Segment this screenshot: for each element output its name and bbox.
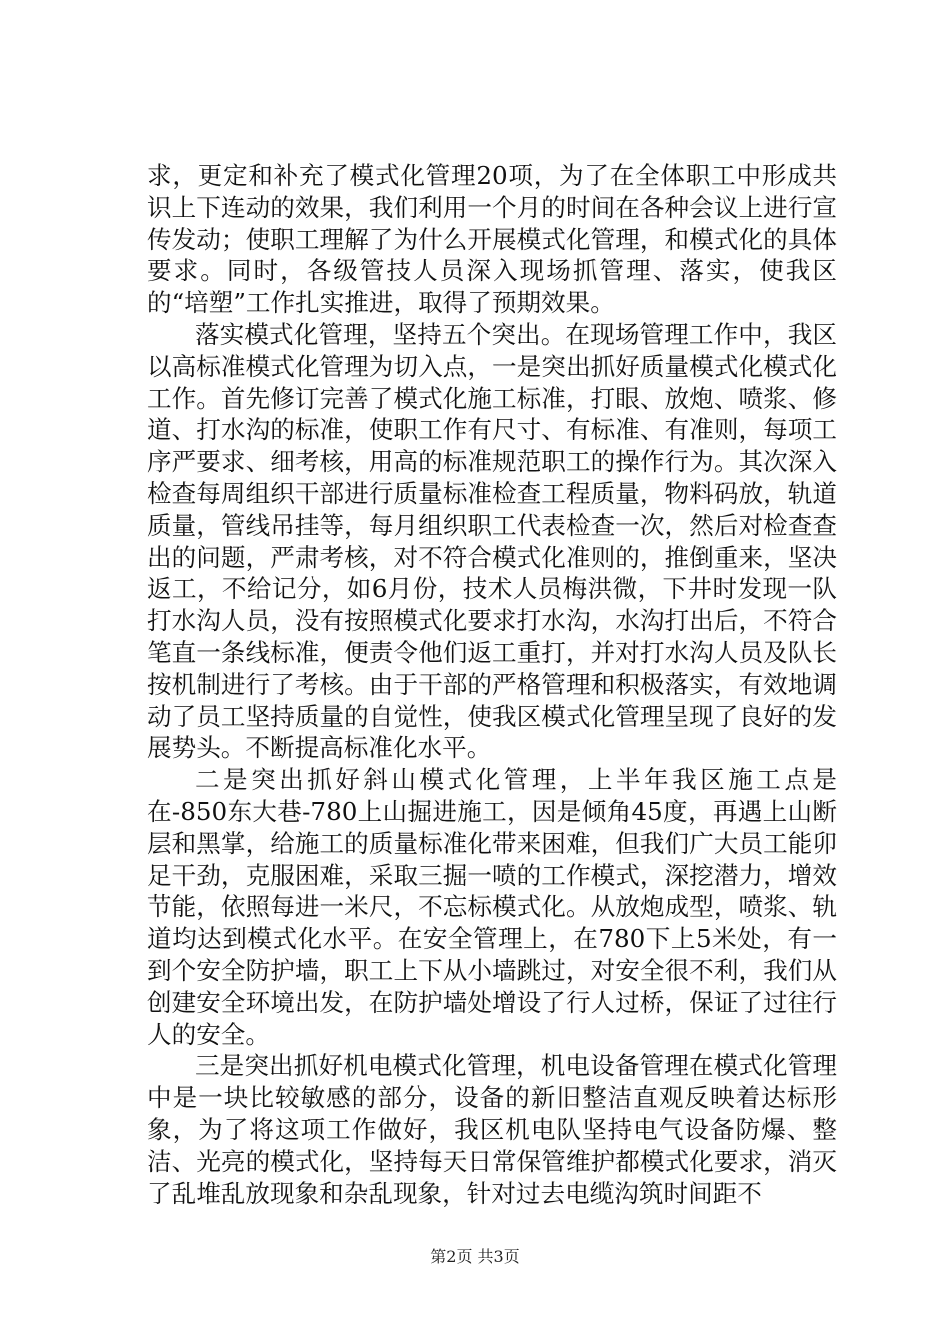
body-text — [147, 160, 837, 1209]
paragraph-4: 三是突出抓好机电模式化管理，机电设备管理在模式化管理中是一块比较敏感的部分，设备的新旧整洁直观反映着达标形象，为了将这项工作做好，我区机电队坚持电气设备防爆、整洁、光亮的模式化，坚持每天日常保管维护都模式化要求，消灭了乱堆乱放现象和杂乱现象，针对过去电缆沟筑时间距不 — [147, 1051, 837, 1208]
paragraph-3: 二是突出抓好斜山模式化管理，上半年我区施工点是在-850东大巷-780上山掘进施工，因是倾角45度，再遇上山断层和黑掌，给施工的质量标准化带来困难，但我们广大员工能卯足干劲，克服困难，采取三掘一喷的工作模式，深挖潜力，增效节能，依照每进一米尺，不忘标模式化。从放炮成型，喷浆、轨道均达到模式化水平。在安全管理上，在780下上5米处，有一到个安全防护墙，职工上下从小墙跳过，对安全很不利，我们从创建安全环境出发，在防护墙处增设了行人过桥，保证了过往行人的安全。 — [147, 765, 837, 1049]
paragraph-1: 求，更定和补充了模式化管理20项，为了在全体职工中形成共识上下连动的效果，我们利用一个月的时间在各种会议上进行宣传发动；使职工理解了为什么开展模式化管理，和模式化的具体要求。同时，各级管技人员深入现场抓管理、落实，使我区的“培塑”工作扎实推进，取得了预期效果。 — [147, 161, 837, 318]
page-footer: 第2页 共3页 — [430, 1247, 520, 1266]
paragraph-2: 落实模式化管理，坚持五个突出。在现场管理工作中，我区以高标准模式化管理为切入点，一是突出抓好质量模式化模式化工作。首先修订完善了模式化施工标准，打眼、放炮、喷浆、修道、打水沟的标准，使职工作有尺寸、有标准、有准则，每项工序严要求、细考核，用高的标准规范职工的操作行为。其次深入检查每周组织干部进行质量标准检查工程质量，物料码放，轨道质量，管线吊挂等，每月组织职工代表检查一次，然后对检查查出的问题，严肃考核，对不符合模式化准则的，推倒重来，坚决返工，不给记分，如6月份，技术人员梅洪微，下井时发现一队打水沟人员，没有按照模式化要求打水沟，水沟打出后，不符合笔直一条线标准，便责令他们返工重打，并对打水沟人员及队长按机制进行了考核。由于干部的严格管理和积极落实，有效地调动了员工坚持质量的自觉性，使我区模式化管理呈现了良好的发展势头。不断提高标准化水平。 — [147, 319, 837, 763]
